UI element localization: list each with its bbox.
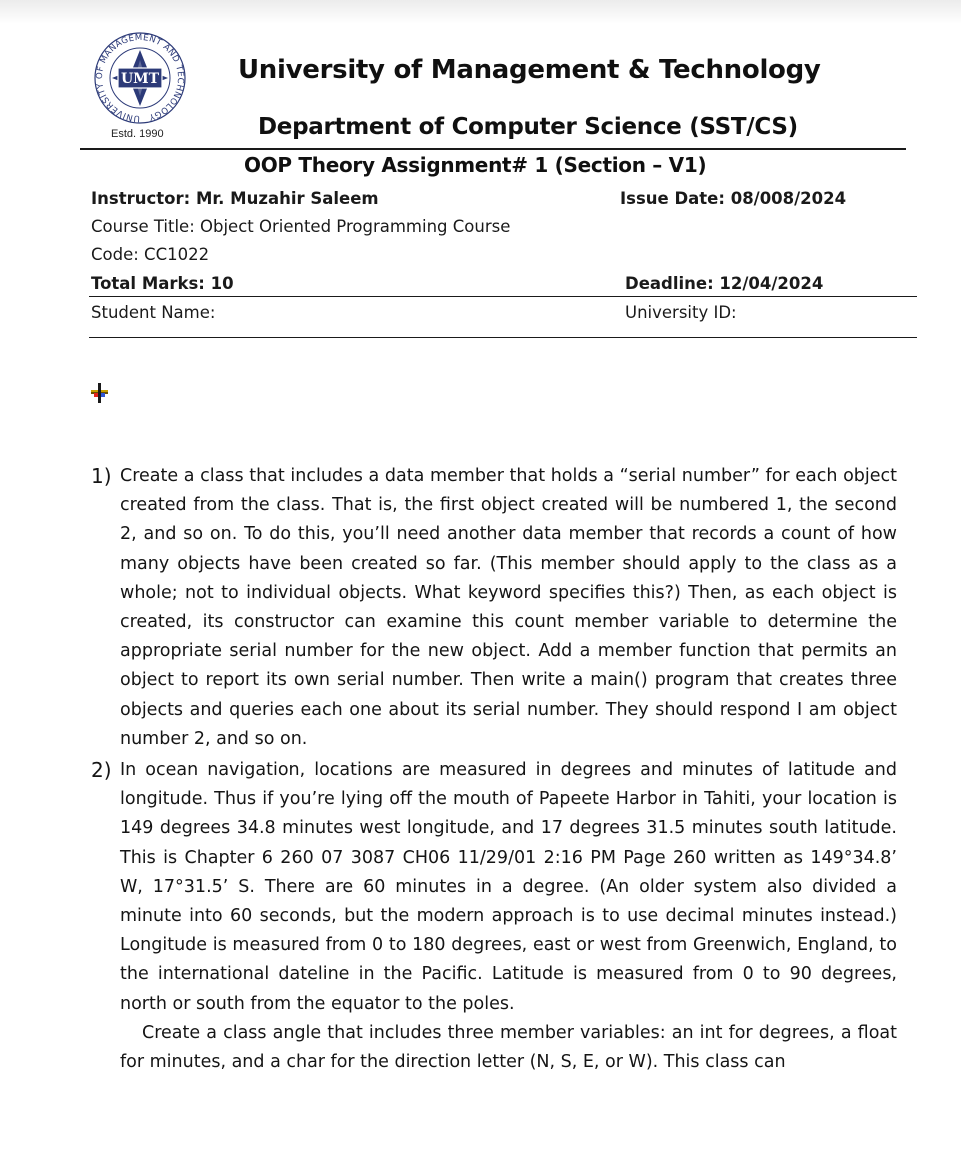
logo-abbr: UMT xyxy=(120,71,160,87)
department-title: Department of Computer Science (SST/CS) xyxy=(258,114,798,140)
university-title: University of Management & Technology xyxy=(238,55,821,85)
question-1-number: 1) xyxy=(91,464,112,488)
assignment-title: OOP Theory Assignment# 1 (Section – V1) xyxy=(244,153,707,177)
question-1-text xyxy=(120,462,897,754)
info-bottom-divider xyxy=(89,337,917,338)
question-1 xyxy=(91,462,897,754)
question-2 xyxy=(91,756,897,1077)
course-title: Course Title: Object Oriented Programming Course xyxy=(91,217,511,236)
total-marks: Total Marks: 10 xyxy=(91,274,234,293)
logo-established: Estd. 1990 xyxy=(111,128,164,140)
question-2-paragraph-2: Create a class angle that includes three member variables: an int for degrees, a float for minutes, and a char for the direction letter (N, S, E, or W). This class can xyxy=(120,1022,897,1073)
question-2-text xyxy=(120,756,897,1077)
header-divider xyxy=(80,148,906,150)
student-name-label: Student Name: xyxy=(91,303,216,322)
umt-logo-graphic xyxy=(80,28,200,126)
top-shadow xyxy=(0,0,961,24)
university-id-label: University ID: xyxy=(625,303,737,322)
question-1-paragraph: Create a class that includes a data member that holds a “serial number” for each object created from the class. That is, the first object created will be numbered 1, the second 2, and so on. To do this, you’ll need another data member that records a count of how many objects have been created so far. (This member should apply to the class as a whole; not to individual objects. What keyword specifies this?) Then, as each object is created, its constructor can examine this count member variable to determine the appropriate serial number for the new object. Add a member function that permits an object to report its own serial number. Then write a main() program that creates three objects and queries each one about its serial number. They should respond I am object number 2, and so on. xyxy=(120,466,897,749)
info-divider xyxy=(89,296,917,297)
question-2-number: 2) xyxy=(91,758,112,782)
logo-ring-text: UNIVERSITY OF MANAGEMENT AND TECHNOLOGY xyxy=(94,32,186,124)
instructor: Instructor: Mr. Muzahir Saleem xyxy=(91,189,379,208)
pushpin-bullet-icon xyxy=(88,381,112,405)
course-code: Code: CC1022 xyxy=(91,245,210,264)
deadline: Deadline: 12/04/2024 xyxy=(625,274,824,293)
question-2-paragraph-1: In ocean navigation, locations are measured in degrees and minutes of latitude and longitude. Thus if you’re lying off the mouth of Papeete Harbor in Tahiti, your location is 149 degrees 34.8 minutes west longitude, and 17 degrees 31.5 minutes south latitude. This is Chapter 6 260 07 3087 CH06 11/29/01 2:16 PM Page 260 written as 149°34.8’ W, 17°31.5’ S. There are 60 minutes in a degree. (An older system also divided a minute into 60 seconds, but the modern approach is to use decimal minutes instead.) Longitude is measured from 0 to 180 degrees, east or west from Greenwich, England, to the international dateline in the Pacific. Latitude is measured from 0 to 90 degrees, north or south from the equator to the poles. xyxy=(120,760,897,1014)
issue-date: Issue Date: 08/008/2024 xyxy=(620,189,847,208)
